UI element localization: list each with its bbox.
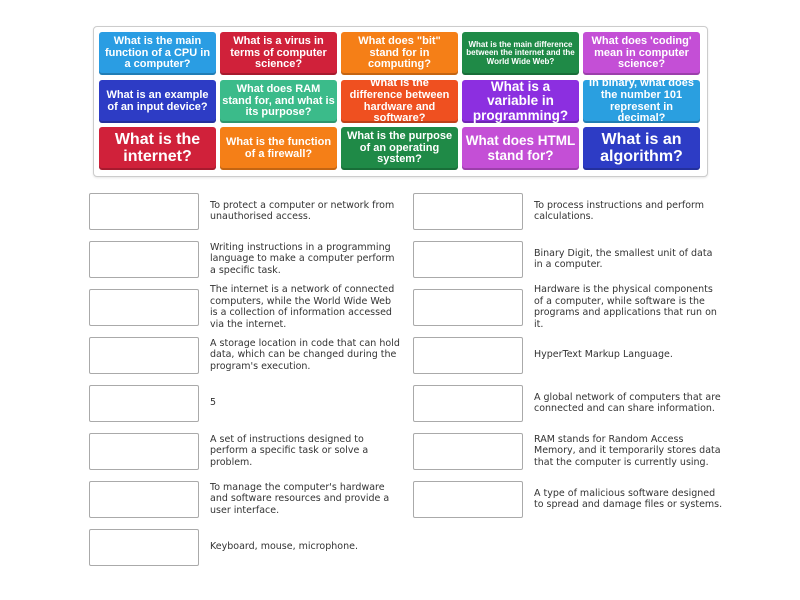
drop-box[interactable]: [413, 241, 523, 278]
answer-item: [210, 236, 400, 282]
question-tile[interactable]: What is the difference between hardware and software?: [341, 80, 458, 123]
question-tile[interactable]: What is the main difference between the internet and the World Wide Web?: [462, 32, 579, 75]
answer-text: A storage location in code that can hold data, which can be changed during the program's execution.: [210, 337, 400, 372]
answer-item: [210, 284, 400, 330]
answer-item: [210, 380, 400, 426]
drop-box[interactable]: [89, 337, 199, 374]
answer-text: The internet is a network of connected computers, while the World Wide Web is a collection of information accessed via the internet.: [210, 284, 395, 330]
answer-text: Hardware is the physical components of a computer, while software is the programs and applications that run on it.: [534, 284, 717, 330]
answer-text: To manage the computer's hardware and software resources and provide a user interface.: [210, 481, 390, 516]
answer-text: A set of instructions designed to perform a specific task or solve a problem.: [210, 433, 369, 468]
answer-item: [210, 476, 400, 522]
answer-item: [534, 380, 724, 426]
answer-text: Writing instructions in a programming language to make a computer perform a specific task.: [210, 241, 395, 276]
answer-item: [534, 236, 724, 282]
question-tile[interactable]: What is an algorithm?: [583, 127, 700, 170]
drop-box[interactable]: [413, 481, 523, 518]
drop-box[interactable]: [413, 385, 523, 422]
answer-item: [210, 524, 400, 570]
drop-box[interactable]: [89, 433, 199, 470]
drop-box[interactable]: [413, 337, 523, 374]
drop-box[interactable]: [89, 193, 199, 230]
question-tile[interactable]: What is the function of a firewall?: [220, 127, 337, 170]
answer-text: RAM stands for Random Access Memory, and it temporarily stores data that the computer is currently using.: [534, 433, 721, 468]
drop-box[interactable]: [89, 289, 199, 326]
answer-text: To protect a computer or network from unauthorised access.: [210, 199, 395, 222]
drop-box[interactable]: [413, 193, 523, 230]
question-tile[interactable]: What does "bit" stand for in computing?: [341, 32, 458, 75]
answer-item: [534, 188, 724, 234]
drop-box[interactable]: [89, 481, 199, 518]
question-tile[interactable]: What does 'coding' mean in computer science?: [583, 32, 700, 75]
answer-item: [534, 332, 724, 378]
drop-box[interactable]: [89, 529, 199, 566]
answer-text: A global network of computers that are connected and can share information.: [534, 391, 721, 414]
drop-box[interactable]: [413, 433, 523, 470]
answer-item: [534, 428, 724, 474]
drop-box[interactable]: [413, 289, 523, 326]
answer-item: [210, 428, 400, 474]
answer-item: [534, 476, 724, 522]
question-tile[interactable]: What is the internet?: [99, 127, 216, 170]
question-tile[interactable]: What is a variable in programming?: [462, 80, 579, 123]
answer-text: HyperText Markup Language.: [534, 349, 673, 361]
answer-text: Keyboard, mouse, microphone.: [210, 541, 358, 553]
question-tile[interactable]: What is an example of an input device?: [99, 80, 216, 123]
question-tile[interactable]: What does RAM stand for, and what is its purpose?: [220, 80, 337, 123]
drop-box[interactable]: [89, 385, 199, 422]
answer-text: 5: [210, 397, 217, 409]
answer-item: [210, 332, 400, 378]
question-tile[interactable]: What does HTML stand for?: [462, 127, 579, 170]
answer-item: [210, 188, 400, 234]
answer-item: [534, 284, 724, 330]
answer-text: A type of malicious software designed to spread and damage files or systems.: [534, 487, 723, 510]
question-tile[interactable]: In binary, what does the number 101 represent in decimal?: [583, 80, 700, 123]
drop-box[interactable]: [89, 241, 199, 278]
answer-text: Binary Digit, the smallest unit of data in a computer.: [534, 247, 713, 270]
question-tile[interactable]: What is a virus in terms of computer science?: [220, 32, 337, 75]
question-tile[interactable]: What is the main function of a CPU in a computer?: [99, 32, 216, 75]
answer-text: To process instructions and perform calculations.: [534, 199, 705, 222]
question-tile[interactable]: What is the purpose of an operating system?: [341, 127, 458, 170]
